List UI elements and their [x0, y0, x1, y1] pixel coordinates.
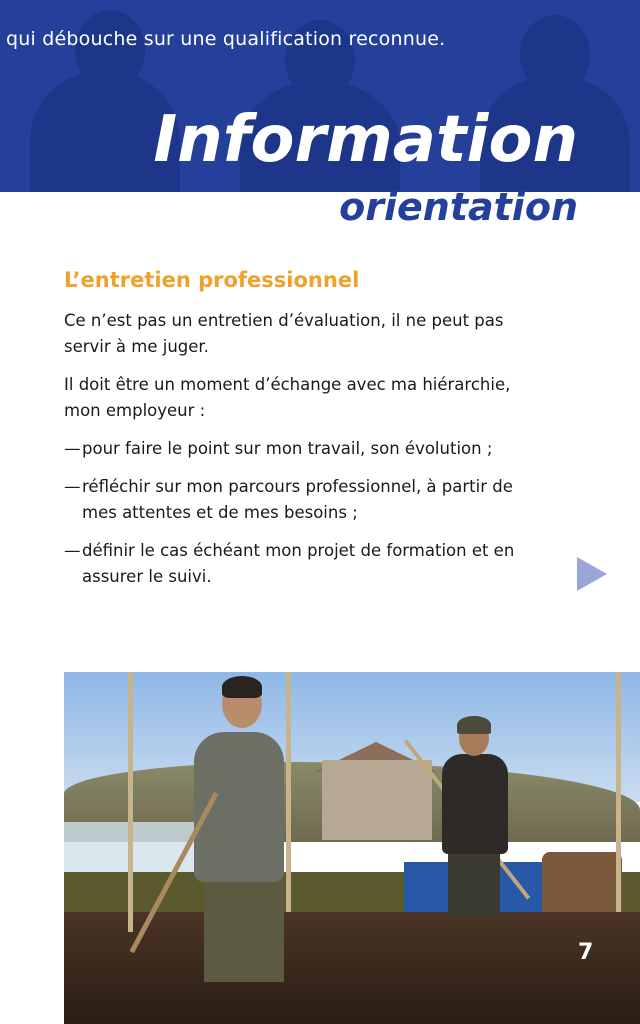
photo-worker-1-hair: [222, 676, 262, 698]
section-heading: L’entretien professionnel: [64, 268, 360, 292]
photo-worker-2: [442, 754, 508, 854]
silhouette-head-1: [75, 10, 145, 90]
page-number: 7: [578, 940, 594, 965]
list-item: [64, 538, 544, 590]
header-top-line: qui débouche sur une qualification reconnue.: [6, 28, 446, 50]
photo-worker-1-legs: [204, 872, 284, 982]
photo-worker-2-legs: [448, 847, 500, 917]
list-item-text: définir le cas échéant mon projet de formation et en assurer le suivi.: [82, 541, 515, 586]
page-subtitle: orientation: [339, 185, 578, 229]
dash-icon: —: [64, 477, 81, 496]
page-title: Information: [153, 103, 578, 177]
triangle-right-icon[interactable]: [577, 557, 607, 591]
list-item: [64, 436, 544, 462]
photo-soil: [64, 912, 640, 1024]
photo-pole: [286, 672, 291, 912]
list-item: [64, 474, 544, 526]
list-item-text: pour faire le point sur mon travail, son évolution ;: [82, 439, 493, 458]
dash-icon: —: [64, 439, 81, 458]
list-item-text: réfléchir sur mon parcours professionnel, à partir de mes attentes et de mes besoins ;: [82, 477, 513, 522]
dash-icon: —: [64, 541, 81, 560]
bullet-list: [64, 436, 544, 590]
paragraph-2: Il doit être un moment d’échange avec ma hiérarchie, mon employeur :: [64, 375, 511, 420]
garden-photo: [64, 672, 640, 1024]
header-banner: [0, 0, 640, 192]
paragraph-1: Ce n’est pas un entretien d’évaluation, il ne peut pas servir à me juger.: [64, 311, 504, 356]
photo-house: [322, 760, 432, 840]
main-content: [64, 268, 544, 602]
photo-worker-2-hat: [457, 716, 491, 734]
photo-pole: [128, 672, 133, 932]
photo-pole: [616, 672, 621, 912]
silhouette-head-3: [520, 15, 590, 95]
